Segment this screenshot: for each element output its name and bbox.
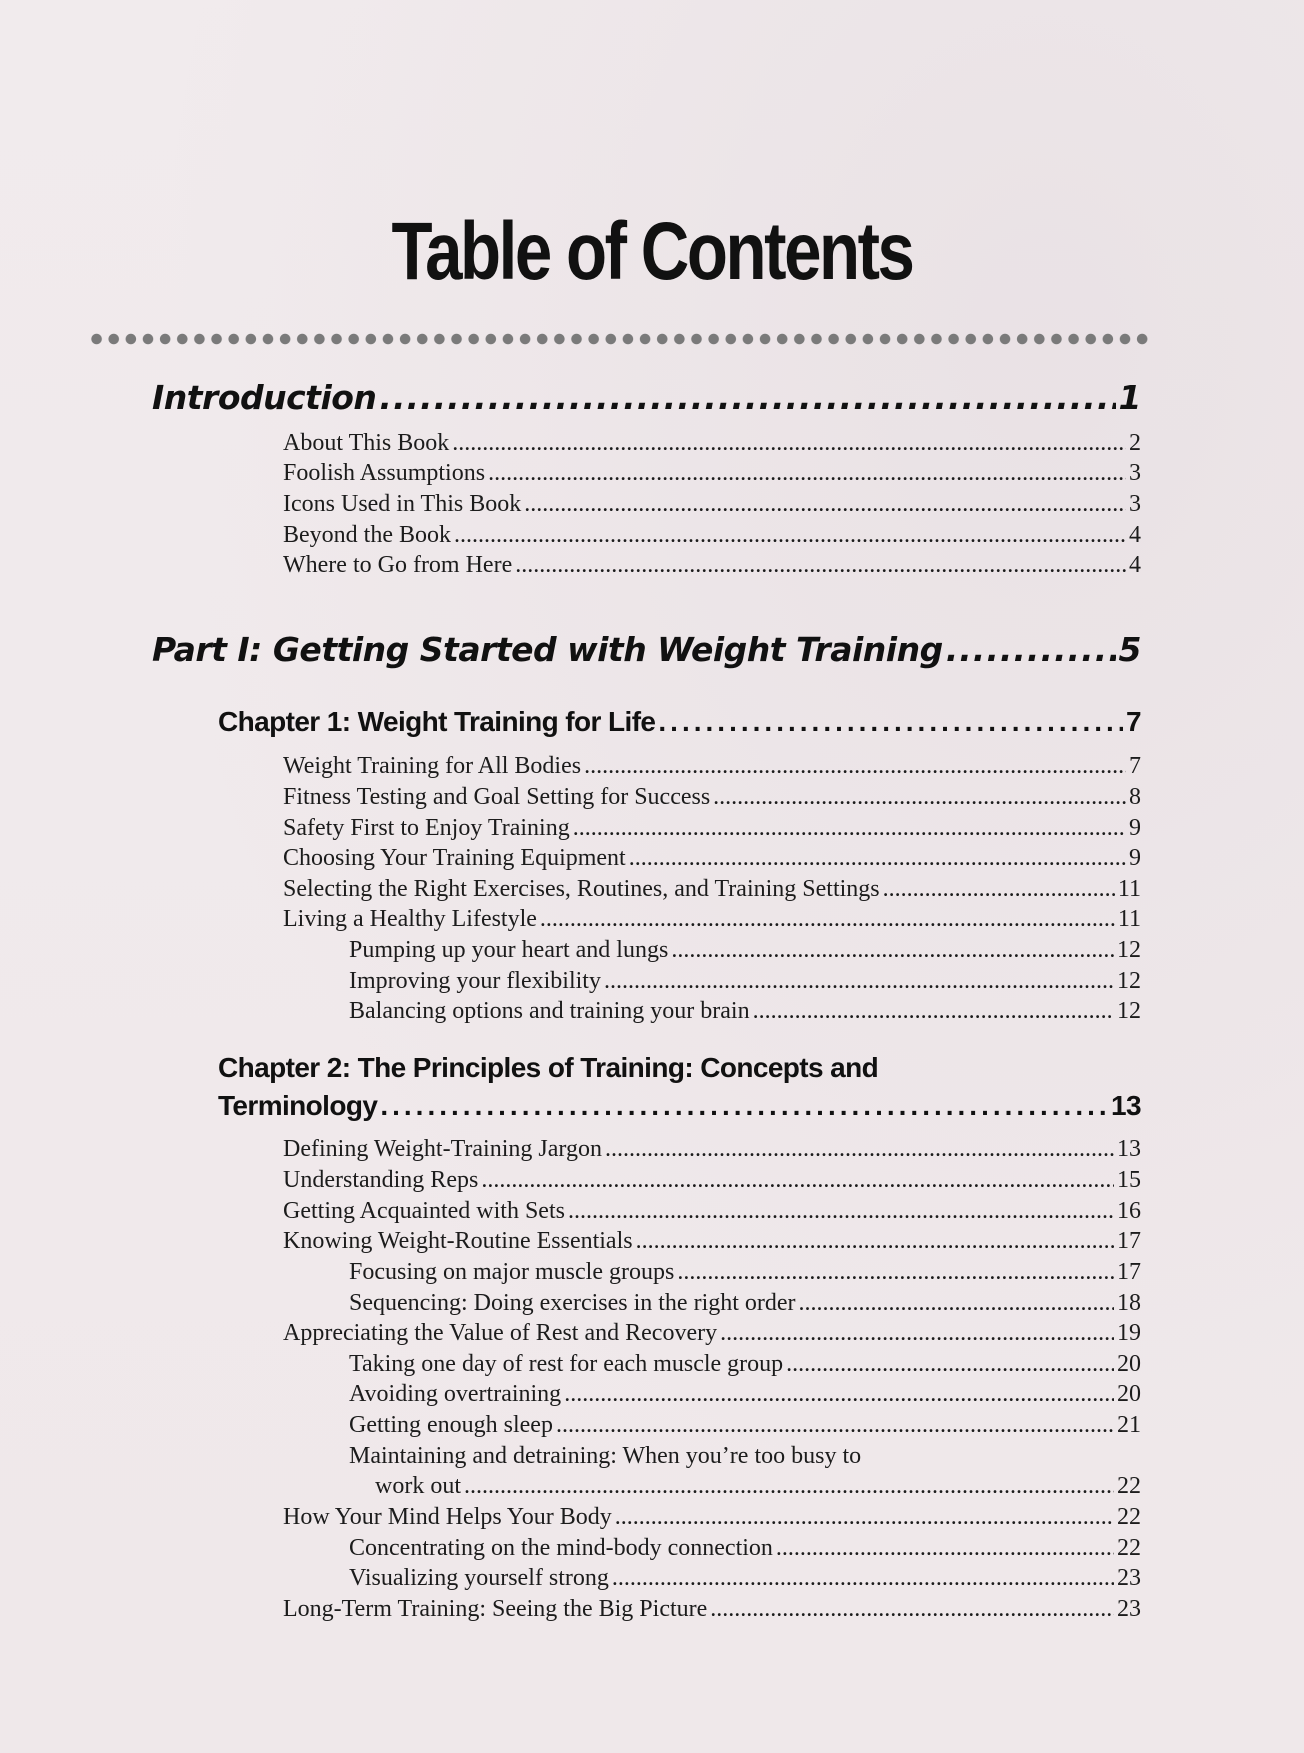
- dot-leader: [671, 937, 1114, 964]
- toc-page-number: 22: [1117, 1473, 1141, 1499]
- toc-label: Icons Used in This Book: [283, 491, 522, 517]
- toc-label: Beyond the Book: [283, 522, 451, 548]
- toc-entry[interactable]: [283, 753, 1141, 780]
- dot-leader: [515, 552, 1126, 579]
- toc-label: Getting Acquainted with Sets: [283, 1198, 565, 1224]
- toc-page-number: 20: [1117, 1381, 1141, 1407]
- dot-leader: [776, 1535, 1114, 1562]
- toc-label: Balancing options and training your brain: [349, 998, 750, 1024]
- toc-label: Weight Training for All Bodies: [283, 753, 582, 779]
- toc-label: Long-Term Training: Seeing the Big Picture: [283, 1596, 708, 1622]
- toc-entry[interactable]: [283, 1596, 1141, 1623]
- dot-leader: [573, 815, 1126, 842]
- toc-label: work out: [375, 1473, 461, 1499]
- toc-entry[interactable]: [283, 460, 1141, 487]
- toc-entry[interactable]: [283, 522, 1141, 549]
- toc-entry[interactable]: [283, 876, 1141, 903]
- toc-chapter-2[interactable]: [218, 1090, 1141, 1122]
- toc-page-number: 18: [1117, 1290, 1141, 1316]
- toc-entry[interactable]: [283, 552, 1141, 579]
- dot-leader: [481, 1167, 1114, 1194]
- toc-page-number: 7: [1126, 706, 1141, 737]
- dot-leader: [636, 1228, 1114, 1255]
- dot-leader: [604, 968, 1114, 995]
- toc-label: Terminology: [218, 1090, 378, 1121]
- dot-leader: [720, 1320, 1114, 1347]
- toc-label: Introduction: [152, 378, 377, 417]
- toc-page-number: 23: [1117, 1596, 1141, 1622]
- toc-subentry[interactable]: [349, 937, 1141, 964]
- dot-leader: [605, 1136, 1114, 1163]
- dot-leader: [612, 1565, 1114, 1592]
- dot-leader: [753, 998, 1114, 1025]
- toc-label: Sequencing: Doing exercises in the right order: [349, 1290, 796, 1316]
- toc-subentry[interactable]: [375, 1473, 1141, 1500]
- dot-leader: [452, 430, 1126, 457]
- dot-leader: [568, 1198, 1114, 1225]
- dot-leader: [710, 1596, 1114, 1623]
- toc-subentry[interactable]: [349, 1351, 1141, 1378]
- toc-page-number: 7: [1129, 753, 1141, 779]
- toc-page-number: 11: [1117, 876, 1141, 902]
- toc-page-number: 23: [1117, 1565, 1141, 1591]
- toc-page-number: 3: [1129, 491, 1141, 517]
- dot-leader: [946, 630, 1116, 669]
- toc-label: Part I: Getting Started with Weight Training: [152, 630, 943, 669]
- toc-page-number: 8: [1129, 784, 1141, 810]
- toc-entry[interactable]: [283, 1136, 1141, 1163]
- toc-page-number: 12: [1117, 968, 1141, 994]
- toc-entry[interactable]: [283, 1228, 1141, 1255]
- toc-subentry[interactable]: [349, 1259, 1141, 1286]
- dot-leader: [556, 1412, 1114, 1439]
- dot-leader: [464, 1473, 1114, 1500]
- dot-leader: [615, 1504, 1114, 1531]
- toc-entry[interactable]: [283, 815, 1141, 842]
- toc-page-number: 16: [1117, 1198, 1141, 1224]
- toc-label: Where to Go from Here: [283, 552, 513, 578]
- toc-label: Knowing Weight-Routine Essentials: [283, 1228, 633, 1254]
- toc-entry[interactable]: [283, 430, 1141, 457]
- toc-page-number: 22: [1117, 1535, 1141, 1561]
- toc-label: Safety First to Enjoy Training: [283, 815, 570, 841]
- dot-leader: [883, 876, 1115, 903]
- toc-entry[interactable]: [283, 491, 1141, 518]
- toc-page-number: 5: [1118, 630, 1141, 669]
- toc-entry[interactable]: [283, 1198, 1141, 1225]
- toc-label: Concentrating on the mind-body connection: [349, 1535, 773, 1561]
- toc-page-number: 20: [1117, 1351, 1141, 1377]
- toc-entry[interactable]: [283, 845, 1141, 872]
- toc-page-number: 11: [1117, 906, 1141, 932]
- dot-leader: [488, 460, 1126, 487]
- toc-label: Visualizing yourself strong: [349, 1565, 609, 1591]
- toc-page-number: 3: [1129, 460, 1141, 486]
- toc-subentry[interactable]: [349, 998, 1141, 1025]
- toc-page-number: 2: [1129, 430, 1141, 456]
- toc-label: About This Book: [283, 430, 450, 456]
- toc-label: Pumping up your heart and lungs: [349, 937, 669, 963]
- toc-chapter-1[interactable]: [218, 706, 1141, 738]
- dot-leader: [677, 1259, 1114, 1286]
- toc-label: Fitness Testing and Goal Setting for Success: [283, 784, 711, 810]
- toc-label: How Your Mind Helps Your Body: [283, 1504, 612, 1530]
- toc-page-number: 17: [1117, 1259, 1141, 1285]
- dot-leader: [524, 491, 1126, 518]
- dot-leader: [799, 1290, 1114, 1317]
- toc-page-number: 4: [1129, 552, 1141, 578]
- toc-label: Chapter 1: Weight Training for Life: [218, 706, 656, 737]
- dot-leader: [379, 378, 1115, 417]
- dot-leader: [380, 1090, 1108, 1122]
- toc-label: Understanding Reps: [283, 1167, 479, 1193]
- toc-part-1[interactable]: [152, 630, 1141, 669]
- dot-leader: [540, 906, 1115, 933]
- toc-label: Appreciating the Value of Rest and Recovery: [283, 1320, 718, 1346]
- toc-page-number: 21: [1117, 1412, 1141, 1438]
- toc-label: Focusing on major muscle groups: [349, 1259, 675, 1285]
- dot-leader: [629, 845, 1126, 872]
- toc-label: Improving your flexibility: [349, 968, 601, 994]
- toc-entry[interactable]: [283, 1504, 1141, 1531]
- toc-page-number: 4: [1129, 522, 1141, 548]
- toc-page-number: 19: [1117, 1320, 1141, 1346]
- page-title: Table of Contents: [391, 206, 913, 297]
- toc-label: Choosing Your Training Equipment: [283, 845, 626, 871]
- toc-page-number: 12: [1117, 937, 1141, 963]
- toc-page-number: 15: [1117, 1167, 1141, 1193]
- dotted-divider: [88, 331, 1151, 347]
- toc-entry[interactable]: [283, 1320, 1141, 1347]
- toc-label: Selecting the Right Exercises, Routines, and Training Settings: [283, 876, 880, 902]
- toc-subentry[interactable]: [349, 1381, 1141, 1408]
- toc-label: Living a Healthy Lifestyle: [283, 906, 537, 932]
- toc-page-number: 9: [1129, 815, 1141, 841]
- toc-subentry[interactable]: [349, 1412, 1141, 1439]
- toc-subentry[interactable]: [349, 968, 1141, 995]
- toc-part-introduction[interactable]: [152, 378, 1141, 417]
- toc-page-number: 17: [1117, 1228, 1141, 1254]
- dot-leader: [454, 522, 1126, 549]
- toc-entry[interactable]: [283, 784, 1141, 811]
- toc-subentry[interactable]: [349, 1290, 1141, 1317]
- dot-leader: [786, 1351, 1114, 1378]
- toc-page-number: 13: [1111, 1090, 1141, 1121]
- toc-page-number: 9: [1129, 845, 1141, 871]
- toc-page-number: 1: [1118, 378, 1141, 417]
- toc-subentry[interactable]: [349, 1565, 1141, 1592]
- toc-label: Defining Weight-Training Jargon: [283, 1136, 602, 1162]
- toc-subentry-title-line1[interactable]: Maintaining and detraining: When you’re too busy to: [349, 1443, 862, 1469]
- toc-label: Taking one day of rest for each muscle group: [349, 1351, 784, 1377]
- toc-entry[interactable]: [283, 1167, 1141, 1194]
- toc-label: Getting enough sleep: [349, 1412, 553, 1438]
- toc-entry[interactable]: [283, 906, 1141, 933]
- dot-leader: [564, 1381, 1114, 1408]
- toc-chapter-2-title-line1[interactable]: Chapter 2: The Principles of Training: Concepts and: [218, 1052, 879, 1083]
- toc-label: Avoiding overtraining: [349, 1381, 562, 1407]
- toc-subentry[interactable]: [349, 1535, 1141, 1562]
- dot-leader: [584, 753, 1126, 780]
- dot-leader: [713, 784, 1126, 811]
- toc-page-number: 13: [1117, 1136, 1141, 1162]
- toc-page-number: 22: [1117, 1504, 1141, 1530]
- dot-leader: [658, 706, 1123, 738]
- toc-label: Foolish Assumptions: [283, 460, 486, 486]
- toc-page-number: 12: [1117, 998, 1141, 1024]
